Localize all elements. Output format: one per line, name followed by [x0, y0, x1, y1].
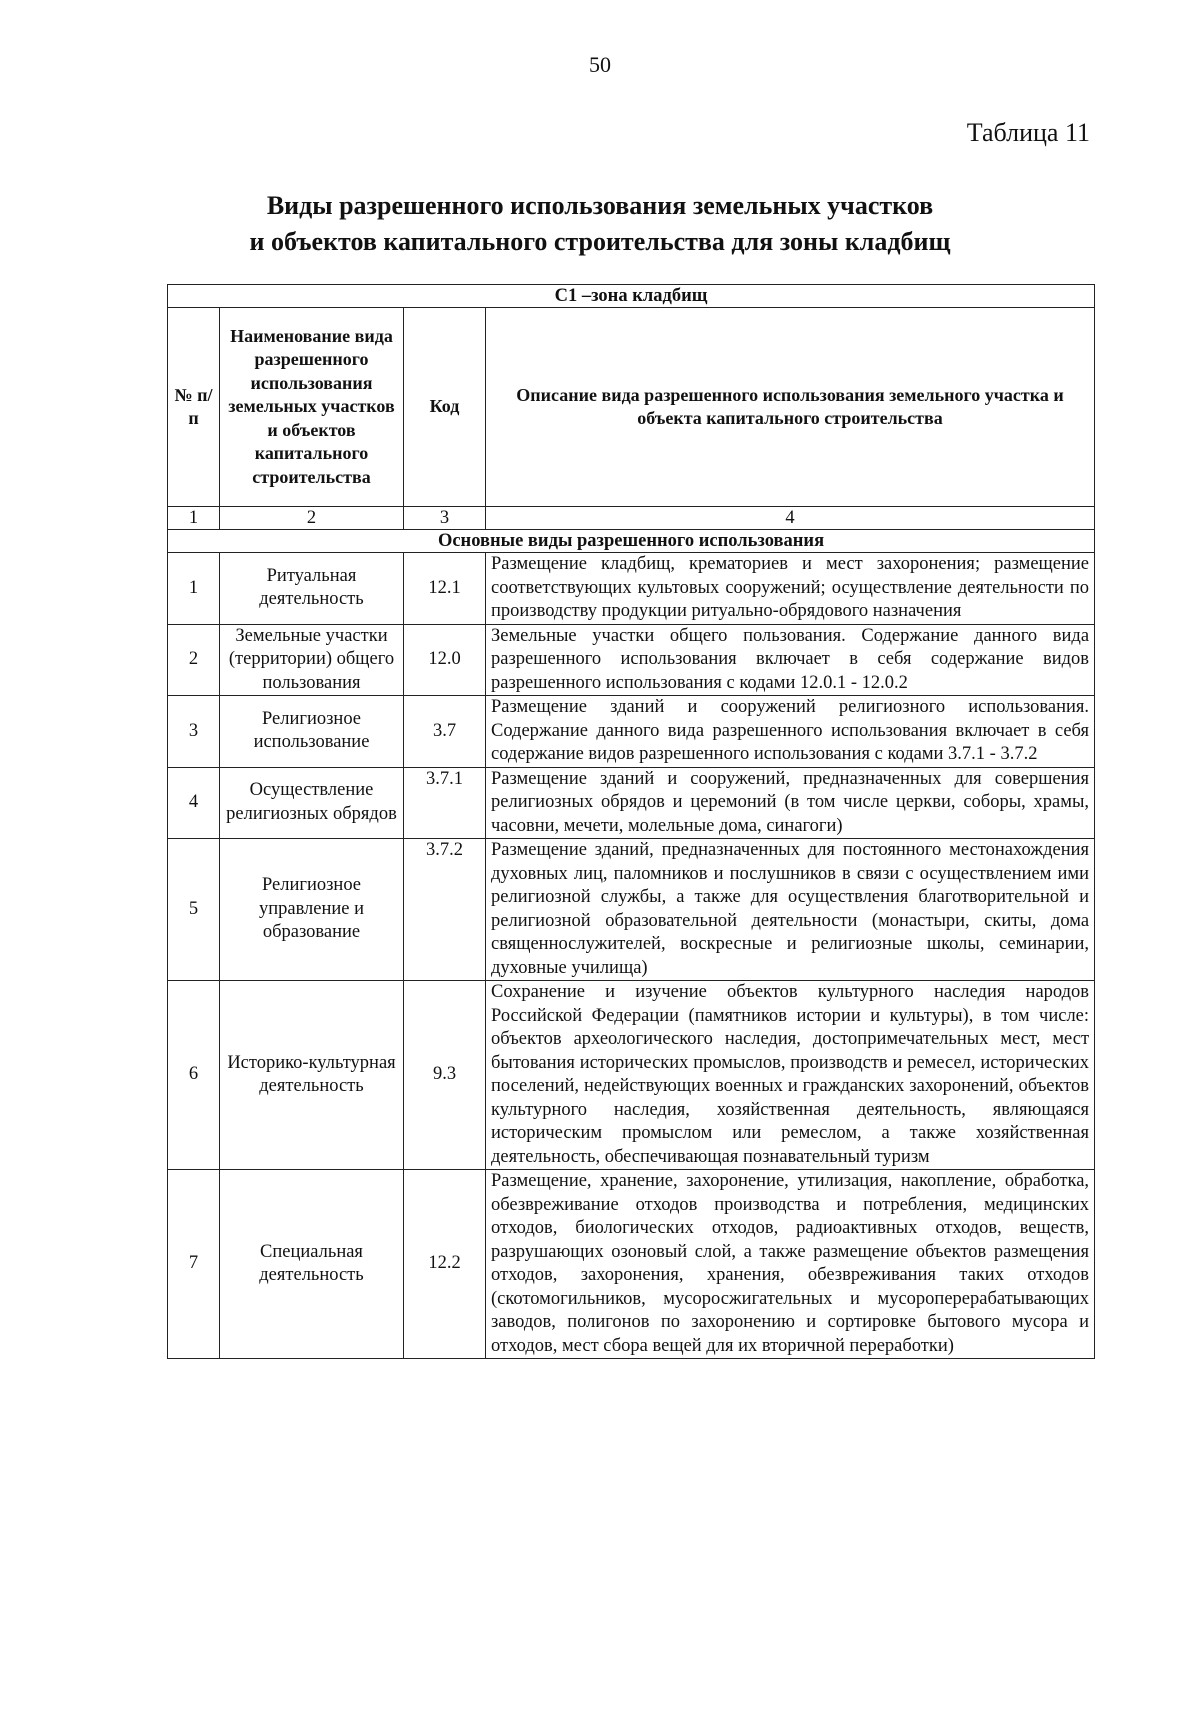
table-label: Таблица 11 [966, 118, 1090, 147]
row-name: Религиозное управление и образование [220, 839, 404, 981]
column-number: 1 [168, 507, 220, 530]
land-use-table [167, 284, 1095, 1359]
row-name: Религиозное использование [220, 696, 404, 768]
column-number: 2 [220, 507, 404, 530]
table-row [168, 1170, 1095, 1359]
row-number: 6 [168, 981, 220, 1170]
table-row [168, 767, 1095, 839]
row-number: 5 [168, 839, 220, 981]
row-name: Ритуальная деятельность [220, 553, 404, 625]
row-number: 3 [168, 696, 220, 768]
row-description: Размещение кладбищ, крематориев и мест захоронения; размещение соответствующих культовых сооружений; осуществление деятельности по производству продукции ритуально-обрядового назначения [486, 553, 1095, 625]
row-description: Размещение зданий и сооружений, предназначенных для совершения религиозных обрядов и церемоний (в том числе церкви, соборы, храмы, часовни, мечети, молельные дома, синагоги) [486, 767, 1095, 839]
row-code: 9.3 [404, 981, 486, 1170]
table-row [168, 981, 1095, 1170]
table-row [168, 839, 1095, 981]
table-row [168, 696, 1095, 768]
row-description: Земельные участки общего пользования. Содержание данного вида разрешенного использования включает в себя содержание видов разрешенного использования с кодами 12.0.1 - 12.0.2 [486, 624, 1095, 696]
row-code: 3.7.1 [404, 767, 486, 839]
column-header-name: Наименование вида разрешенного использования земельных участков и объектов капитального строительства [220, 308, 404, 507]
section-title: Основные виды разрешенного использования [168, 530, 1095, 553]
table-row [168, 553, 1095, 625]
row-number: 1 [168, 553, 220, 625]
zone-header-row [168, 285, 1095, 308]
column-header-row [168, 308, 1095, 507]
row-code: 3.7.2 [404, 839, 486, 981]
row-name: Историко-культурная деятельность [220, 981, 404, 1170]
column-number: 4 [486, 507, 1095, 530]
row-name: Специальная деятельность [220, 1170, 404, 1359]
document-title [0, 188, 1200, 260]
column-header-number: № п/п [168, 308, 220, 507]
column-number-row [168, 507, 1095, 530]
row-name: Земельные участки (территории) общего пользования [220, 624, 404, 696]
row-code: 3.7 [404, 696, 486, 768]
row-number: 7 [168, 1170, 220, 1359]
column-header-code: Код [404, 308, 486, 507]
table-row [168, 624, 1095, 696]
row-description: Размещение зданий и сооружений религиозного использования. Содержание данного вида разрешенного использования включает в себя содержание видов разрешенного использования с кодами 3.7.1 - 3.7.2 [486, 696, 1095, 768]
row-description: Размещение, хранение, захоронение, утилизация, накопление, обработка, обезвреживание отходов производства и потребления, медицинских отходов, биологических отходов, радиоактивных отходов, веществ, разрушающих озоновый слой, а также размещение объектов размещения отходов, захоронения, хранения, обезвреживания таких отходов (скотомогильников, мусоросжигательных и мусороперерабатывающих заводов, полигонов по захоронению и сортировке бытового мусора и отходов, мест сбора вещей для их вторичной переработки) [486, 1170, 1095, 1359]
row-description: Размещение зданий, предназначенных для постоянного местонахождения духовных лиц, паломников и послушников в связи с осуществлением ими религиозной службы, а также для осуществления благотворительной и религиозной образовательной деятельности (монастыри, скиты, дома священнослужителей, воскресные и религиозные школы, семинарии, духовные училища) [486, 839, 1095, 981]
row-name: Осуществление религиозных обрядов [220, 767, 404, 839]
column-number: 3 [404, 507, 486, 530]
title-line-2: и объектов капитального строительства для зоны кладбищ [249, 227, 951, 256]
row-code: 12.2 [404, 1170, 486, 1359]
row-number: 4 [168, 767, 220, 839]
row-code: 12.1 [404, 553, 486, 625]
row-number: 2 [168, 624, 220, 696]
column-header-description: Описание вида разрешенного использования земельного участка и объекта капитального строительства [486, 308, 1095, 507]
section-row [168, 530, 1095, 553]
title-line-1: Виды разрешенного использования земельных участков [266, 191, 934, 220]
page-number: 50 [589, 52, 611, 77]
row-code: 12.0 [404, 624, 486, 696]
zone-header: С1 –зона кладбищ [168, 285, 1095, 308]
row-description: Сохранение и изучение объектов культурного наследия народов Российской Федерации (памятников истории и культуры), в том числе: объектов археологического наследия, достопримечательных мест, мест бытования исторических промыслов, производств и ремесел, исторических поселений, недействующих военных и гражданских захоронений, объектов культурного наследия, хозяйственная деятельность, являющаяся историческим промыслом или ремеслом, а также хозяйственная деятельность, обеспечивающая познавательный туризм [486, 981, 1095, 1170]
